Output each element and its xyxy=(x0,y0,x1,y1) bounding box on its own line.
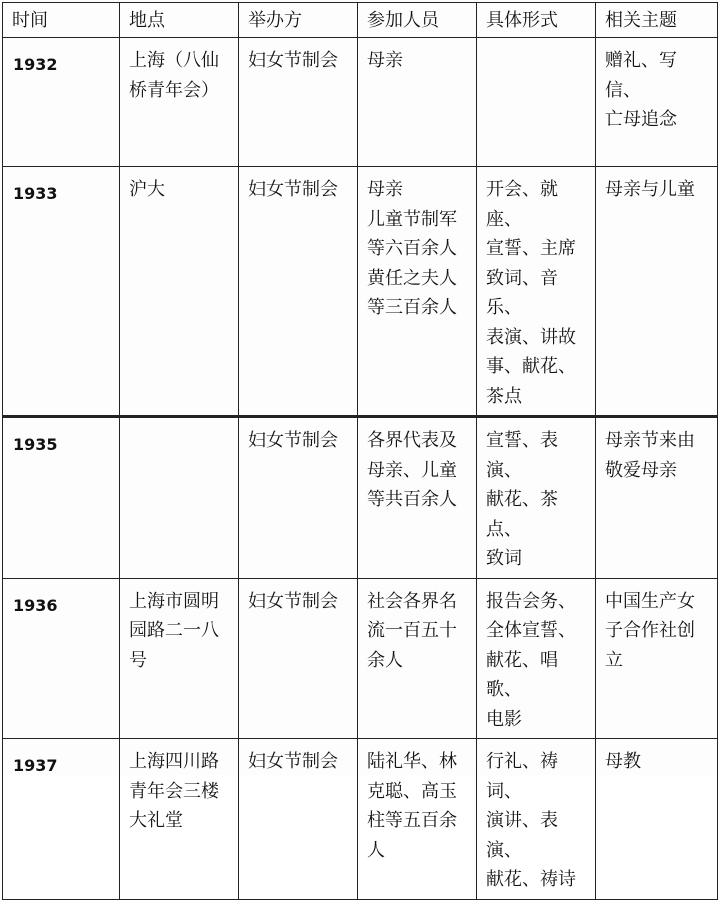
cell-place xyxy=(120,417,239,579)
cell-theme: 母亲与儿童 xyxy=(596,167,718,417)
header-participants: 参加人员 xyxy=(358,3,477,38)
cell-theme: 赠礼、写信、 亡母追念 xyxy=(596,38,718,167)
header-theme: 相关主题 xyxy=(596,3,718,38)
table-row xyxy=(3,417,718,579)
cell-participants: 社会各界名 流一百五十 余人 xyxy=(358,578,477,739)
cell-year: 1932 xyxy=(3,38,120,167)
cell-form: 宣誓、表演、 献花、茶点、 致词 xyxy=(477,417,596,579)
cell-theme: 中国生产女 子合作社创 立 xyxy=(596,578,718,739)
cell-participants: 各界代表及 母亲、儿童 等共百余人 xyxy=(358,417,477,579)
cell-organizer: 妇女节制会 xyxy=(239,38,358,167)
cell-organizer: 妇女节制会 xyxy=(239,578,358,739)
header-place: 地点 xyxy=(120,3,239,38)
cell-year: 1933 xyxy=(3,167,120,417)
table-row xyxy=(3,578,718,739)
cell-form: 报告会务、 全体宣誓、 献花、唱歌、 电影 xyxy=(477,578,596,739)
cell-year: 1936 xyxy=(3,578,120,739)
cell-participants: 母亲 儿童节制军 等六百余人 黄任之夫人 等三百余人 xyxy=(358,167,477,417)
cell-participants: 陆礼华、林 克聪、高玉 柱等五百余 人 xyxy=(358,739,477,900)
cell-place: 沪大 xyxy=(120,167,239,417)
cell-form: 行礼、祷词、 演讲、表演、 献花、祷诗 xyxy=(477,739,596,900)
cell-theme: 母亲节来由 敬爱母亲 xyxy=(596,417,718,579)
cell-year: 1937 xyxy=(3,739,120,900)
cell-place: 上海四川路 青年会三楼 大礼堂 xyxy=(120,739,239,900)
header-form: 具体形式 xyxy=(477,3,596,38)
cell-participants: 母亲 xyxy=(358,38,477,167)
table-header-row xyxy=(3,3,718,38)
cell-place: 上海市圆明 园路二一八 号 xyxy=(120,578,239,739)
cell-year: 1935 xyxy=(3,417,120,579)
header-time: 时间 xyxy=(3,3,120,38)
cell-organizer: 妇女节制会 xyxy=(239,167,358,417)
cell-organizer: 妇女节制会 xyxy=(239,739,358,900)
table-row xyxy=(3,167,718,417)
cell-form: 开会、就座、 宣誓、主席 致词、音乐、 表演、讲故 事、献花、 茶点 xyxy=(477,167,596,417)
cell-theme: 母教 xyxy=(596,739,718,900)
table-row xyxy=(3,739,718,900)
cell-organizer: 妇女节制会 xyxy=(239,417,358,579)
header-organizer: 举办方 xyxy=(239,3,358,38)
table-row xyxy=(3,38,718,167)
mothers-day-events-table xyxy=(2,2,718,900)
cell-place: 上海（八仙 桥青年会） xyxy=(120,38,239,167)
cell-form xyxy=(477,38,596,167)
